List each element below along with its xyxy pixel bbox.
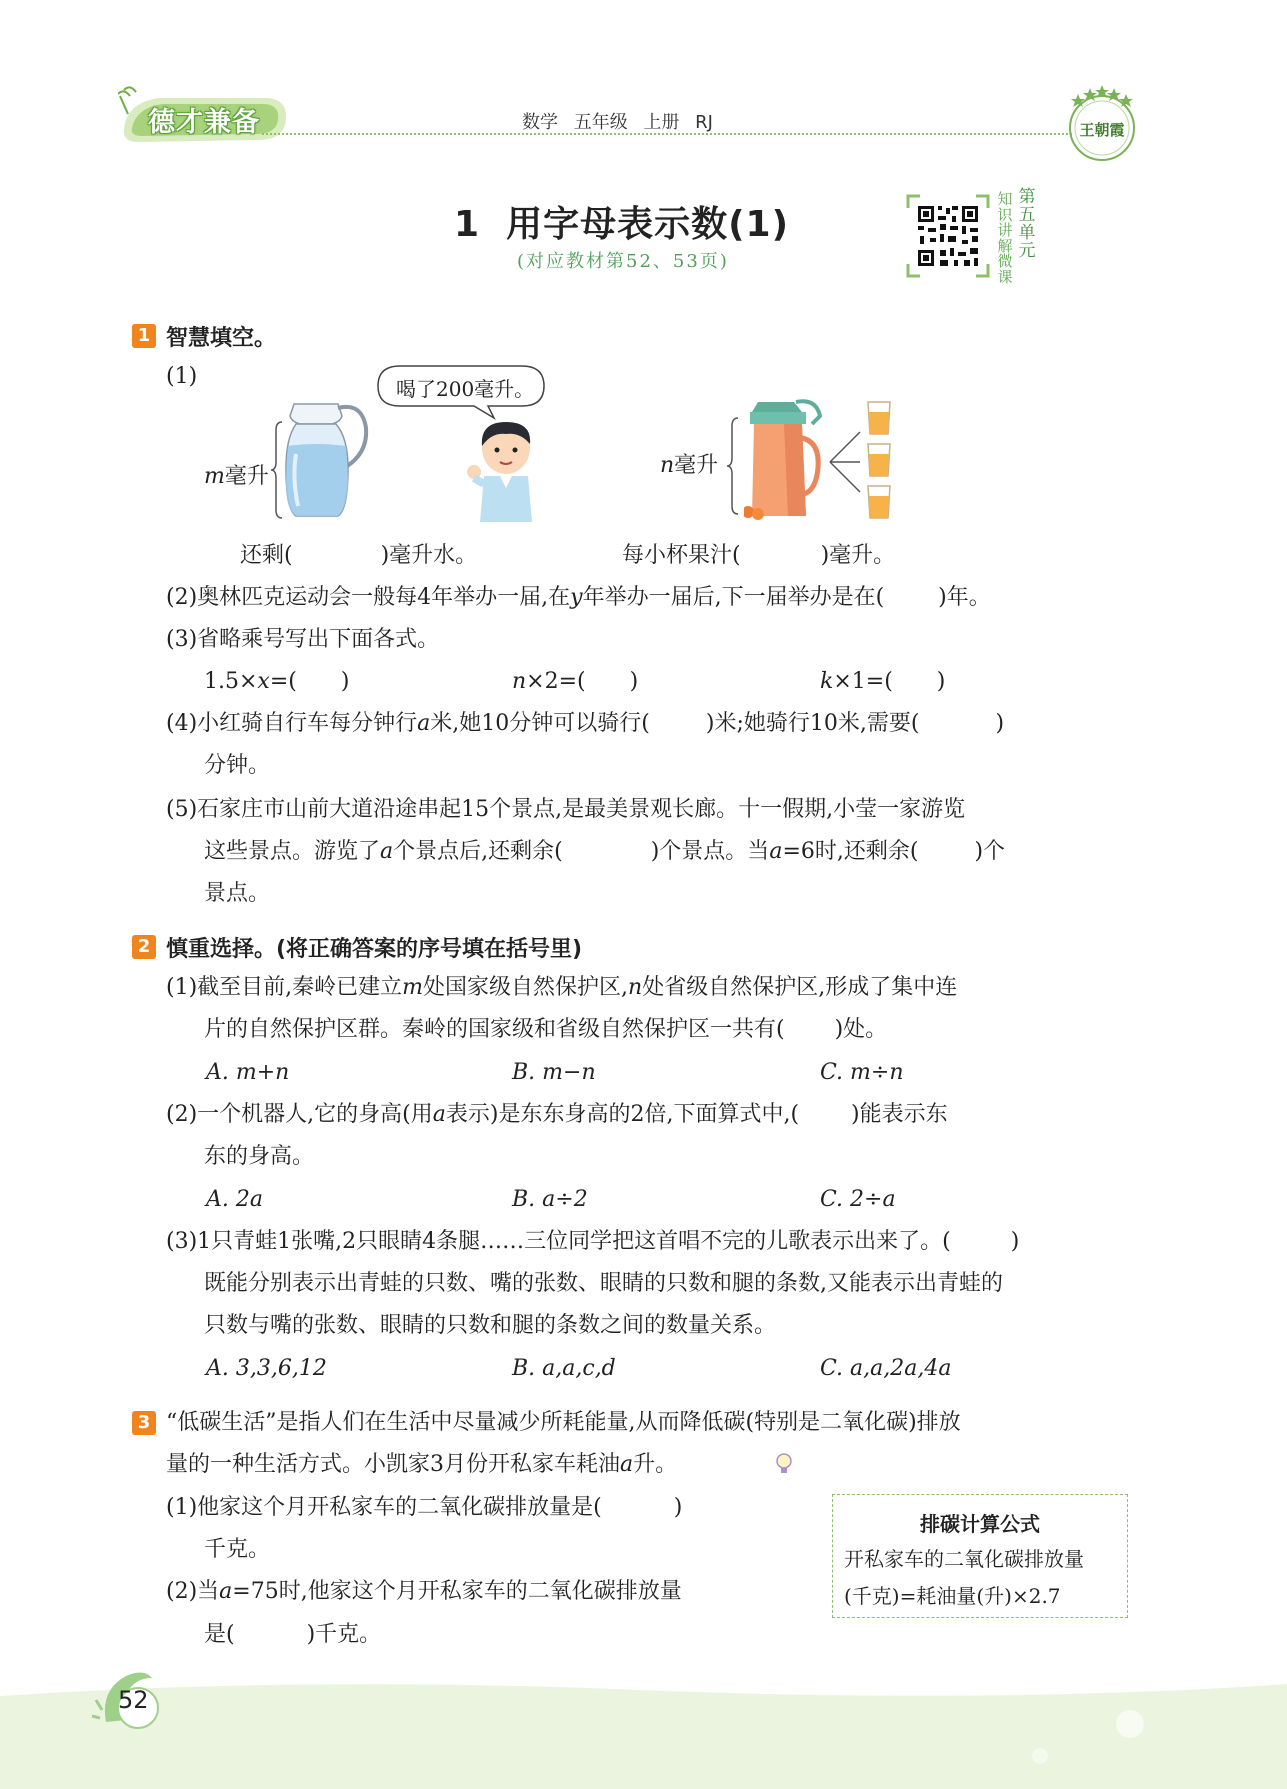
q2-1-option-b[interactable]: B. m−n	[512, 1060, 596, 1085]
expr-1-b: =(	[269, 669, 297, 694]
q1-1-right-answer	[622, 541, 895, 571]
lesson-number: 1	[454, 204, 481, 245]
seal-text: 王朝霞	[1079, 121, 1125, 139]
q2-3-line-1	[166, 1227, 1019, 1257]
juice-cups-illustration	[826, 400, 906, 524]
q1-3-expr-2	[512, 667, 638, 697]
q2-2-text-a: (2)一个机器人,它的身高(用	[166, 1102, 433, 1127]
formula-line-1: 开私家车的二氧化碳排放量	[844, 1547, 1084, 1571]
q2-1-text-d: 片的自然保护区群。秦岭的国家级和省级自然保护区一共有(	[204, 1017, 785, 1042]
qr-code[interactable]	[906, 194, 990, 278]
q2-2-line-2: 东的身高。	[204, 1144, 315, 1169]
footer-decoration	[0, 1676, 1287, 1789]
q2-3-line-2: 既能分别表示出青蛙的只数、嘴的张数、眼睛的只数和腿的条数,又能表示出青蛙的	[204, 1271, 1003, 1296]
q1-1-right-text-b: )毫升。	[820, 543, 896, 568]
q3-2-text-b: =75时,他家这个月开私家车的二氧化碳排放量	[232, 1579, 682, 1604]
juice-volume-var: n	[660, 453, 675, 478]
jug-volume-var: m	[204, 464, 225, 489]
jug-volume-unit: 毫升	[224, 464, 269, 489]
lesson-video-label-text: 知识讲解微课	[997, 190, 1013, 286]
q1-5-var-2: a	[769, 839, 783, 864]
q1-1-left-text-a: 还剩(	[240, 543, 293, 568]
juice-volume-unit: 毫升	[674, 453, 719, 478]
q3-1-line-1	[166, 1493, 682, 1523]
juice-brace	[726, 416, 740, 516]
expr-1-a: 1.5×	[204, 669, 258, 694]
q1-5-text-c: )个景点。当	[650, 839, 770, 864]
expr-2-var: n	[512, 669, 527, 694]
expr-2-b: ×2=(	[526, 669, 586, 694]
section-1-title: 智慧填空。	[166, 326, 277, 351]
section-2-title: 慎重选择。(将正确答案的序号填在括号里)	[166, 937, 583, 962]
q1-3-expr-3	[820, 667, 945, 697]
q1-4-line-2: 分钟。	[204, 753, 271, 778]
q1-1-label: (1)	[166, 364, 198, 389]
q1-4-var: a	[417, 711, 431, 736]
q2-1-text-e: )处。	[834, 1017, 888, 1042]
q2-2-option-a[interactable]: A. 2a	[206, 1187, 263, 1212]
lightbulb-icon	[774, 1452, 794, 1476]
formula-title: 排碳计算公式	[920, 1512, 1040, 1536]
q3-2-line-2	[204, 1620, 381, 1650]
page-number: 52	[118, 1686, 149, 1714]
section-2-badge: 2	[132, 935, 156, 959]
q1-2-text-a: (2)奥林匹克运动会一般每4年举办一届,在	[166, 585, 571, 610]
s3-intro-text-a: 量的一种生活方式。小凯家3月份开私家车耗油	[166, 1452, 620, 1477]
q2-3-option-a[interactable]: A. 3,3,6,12	[206, 1356, 327, 1381]
brand-name: 德才兼备	[148, 107, 260, 138]
expr-3-var: k	[820, 669, 834, 694]
q1-5-text-a: 这些景点。游览了	[204, 839, 381, 864]
q2-1-text-c: 处省级自然保护区,形成了集中连	[642, 975, 958, 1000]
q1-2	[166, 583, 991, 613]
q3-2-var: a	[219, 1579, 233, 1604]
q2-1-text-a: (1)截至目前,秦岭已建立	[166, 975, 403, 1000]
q2-2-text-b: 表示)是东东身高的2倍,下面算式中,(	[445, 1102, 800, 1127]
q1-4-text-d: )	[995, 711, 1005, 736]
q1-1-left-answer	[240, 541, 477, 571]
q2-3-line-3: 只数与嘴的张数、眼睛的只数和腿的条数之间的数量关系。	[204, 1313, 777, 1338]
q2-1-var-n: n	[628, 975, 643, 1000]
q2-2-text-c: )能表示东	[851, 1102, 948, 1127]
q2-2-option-c[interactable]: C. 2÷a	[820, 1187, 896, 1212]
juice-volume-label	[660, 451, 718, 481]
q1-5-line-2	[204, 837, 1005, 867]
q1-2-text-c: )年。	[938, 585, 991, 610]
q1-5-text-b: 个景点后,还剩余(	[393, 839, 563, 864]
unit-label-text: 第五单元	[1018, 187, 1036, 261]
q1-5-line-3: 景点。	[204, 881, 271, 906]
section-3-badge: 3	[132, 1411, 156, 1435]
q3-2-text-a: (2)当	[166, 1579, 220, 1604]
q2-1-option-a[interactable]: A. m+n	[206, 1060, 290, 1085]
section-1-badge: 1	[132, 324, 156, 348]
jug-brace	[270, 420, 284, 520]
unit-label	[1017, 188, 1037, 260]
expr-1-c: )	[340, 669, 350, 694]
textbook-reference: (对应教材第52、53页)	[517, 251, 729, 272]
formula-line-2: (千克)=耗油量(升)×2.7	[844, 1584, 1061, 1608]
q1-5-text-e: )个	[974, 839, 1006, 864]
q1-4-text-b: 米,她10分钟可以骑行(	[430, 711, 650, 736]
q2-3-text-b: )	[1010, 1229, 1020, 1254]
q3-1-line-2: 千克。	[204, 1537, 271, 1562]
q2-2-var: a	[432, 1102, 446, 1127]
q2-1-line-2	[204, 1015, 887, 1045]
expr-3-b: ×1=(	[833, 669, 893, 694]
q1-5-text-d: =6时,还剩余(	[782, 839, 919, 864]
q1-1-left-text-b: )毫升水。	[380, 543, 478, 568]
expr-2-c: )	[629, 669, 639, 694]
q1-4-text-c: )米;她骑行10米,需要(	[705, 711, 920, 736]
q1-4	[166, 709, 1004, 739]
lesson-title	[454, 196, 789, 247]
s3-intro-line-1: “低碳生活”是指人们在生活中尽量减少所耗能量,从而降低碳(特别是二氧化碳)排放	[166, 1410, 961, 1435]
q3-2-line-1	[166, 1577, 682, 1607]
lesson-title-text: 用字母表示数(1)	[506, 204, 790, 245]
publisher-seal	[1062, 82, 1142, 168]
s3-intro-var: a	[620, 1452, 634, 1477]
q1-1-right-text-a: 每小杯果汁(	[622, 543, 741, 568]
q2-2-line-1	[166, 1100, 948, 1130]
q1-3: (3)省略乘号写出下面各式。	[166, 627, 440, 652]
q2-3-option-b[interactable]: B. a,a,c,d	[512, 1356, 616, 1381]
q3-1-text-a: (1)他家这个月开私家车的二氧化碳排放量是(	[166, 1495, 602, 1520]
jug-volume-label	[204, 462, 269, 492]
boy-illustration	[464, 418, 544, 522]
water-jug-illustration	[282, 398, 372, 522]
lesson-video-label	[995, 192, 1015, 286]
q2-3-option-c[interactable]: C. a,a,2a,4a	[820, 1356, 952, 1381]
q2-1-option-c[interactable]: C. m÷n	[820, 1060, 904, 1085]
s3-intro-text-b: 升。	[633, 1452, 678, 1477]
expr-3-c: )	[936, 669, 946, 694]
q2-3-text-a: (3)1只青蛙1张嘴,2只眼睛4条腿……三位同学把这首唱不完的儿歌表示出来了。(	[166, 1229, 951, 1254]
speech-bubble-text: 喝了200毫升。	[396, 377, 535, 401]
header-subject: 数学 五年级 上册 RJ	[522, 112, 713, 133]
q1-2-text-b: 年举办一届后,下一届举办是在(	[582, 585, 885, 610]
q3-1-text-b: )	[673, 1495, 683, 1520]
q1-4-text-a: (4)小红骑自行车每分钟行	[166, 711, 418, 736]
q2-2-option-b[interactable]: B. a÷2	[512, 1187, 588, 1212]
q2-1-text-b: 处国家级自然保护区,	[423, 975, 629, 1000]
q1-5-line-1: (5)石家庄市山前大道沿途串起15个景点,是最美景观长廊。十一假期,小莹一家游览	[166, 797, 966, 822]
q1-2-var: y	[570, 585, 583, 610]
q2-1-var-m: m	[402, 975, 424, 1000]
q3-2-text-d: )千克。	[306, 1622, 382, 1647]
s3-intro-line-2	[166, 1450, 677, 1480]
q1-5-var: a	[380, 839, 394, 864]
q3-2-text-c: 是(	[204, 1622, 235, 1647]
expr-1-var: x	[257, 669, 270, 694]
q2-1-line-1	[166, 973, 957, 1003]
q1-3-expr-1	[204, 667, 349, 697]
juice-jug-illustration	[744, 398, 824, 522]
